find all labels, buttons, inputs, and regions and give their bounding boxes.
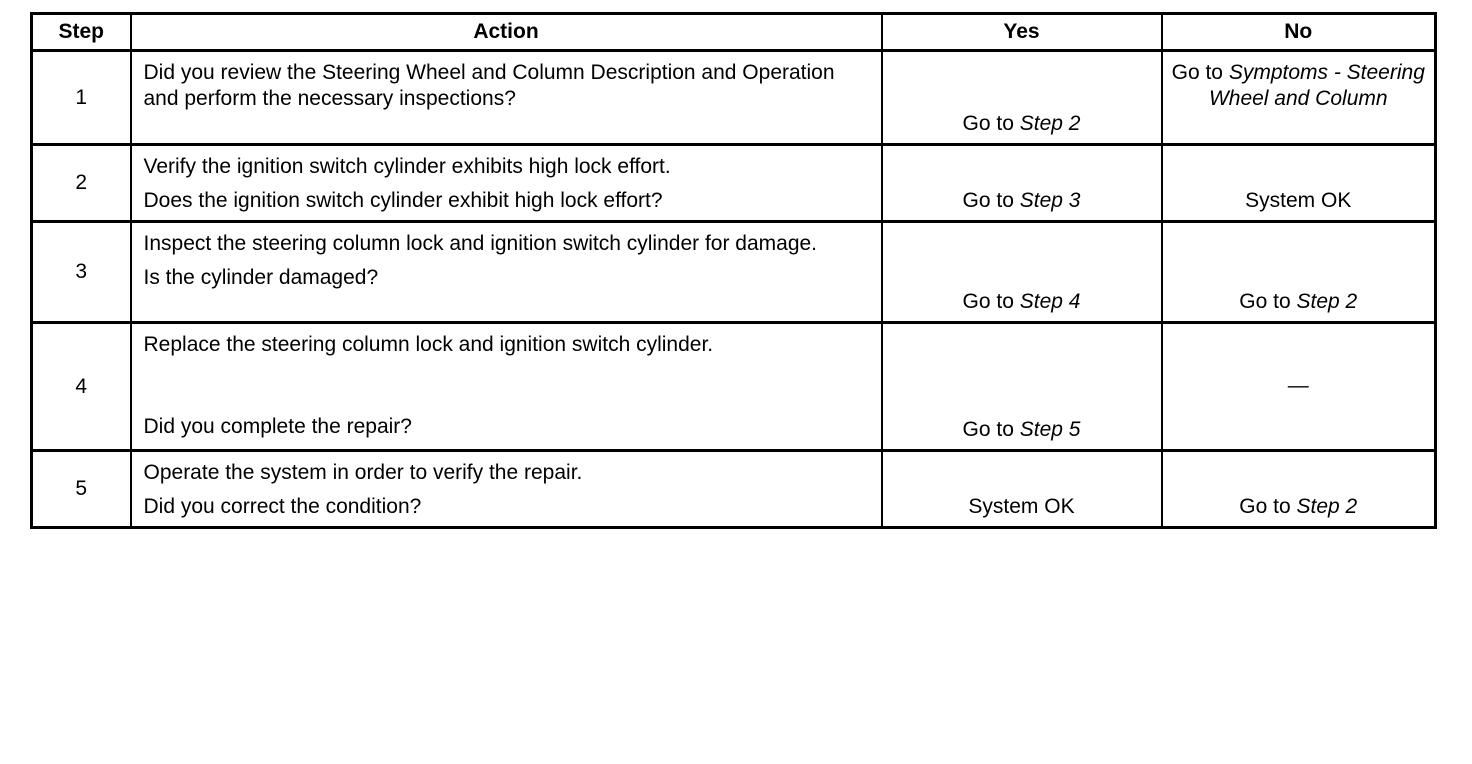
no-step-ref: Step 2 bbox=[1296, 290, 1358, 313]
yes-step-ref: Step 3 bbox=[1019, 189, 1081, 212]
action-cell bbox=[131, 323, 882, 451]
yes-step-ref: Step 2 bbox=[1019, 112, 1081, 135]
step-number: 4 bbox=[32, 323, 131, 451]
step-number: 3 bbox=[32, 222, 131, 323]
action-cell bbox=[131, 145, 882, 222]
action-text: Inspect the steering column lock and ignition switch cylinder for damage. bbox=[143, 232, 818, 255]
table-row bbox=[32, 51, 1436, 145]
yes-prefix: Go to bbox=[962, 418, 1020, 441]
no-cell bbox=[1162, 51, 1436, 145]
no-symptoms-ref: Symptoms - Steering Wheel and Column bbox=[1208, 61, 1425, 110]
action-question: Does the ignition switch cylinder exhibit high lock effort? bbox=[143, 189, 663, 212]
yes-step-ref: Step 5 bbox=[1019, 418, 1081, 441]
yes-prefix: Go to bbox=[962, 189, 1020, 212]
action-cell bbox=[131, 222, 882, 323]
yes-step-ref: Step 4 bbox=[1019, 290, 1081, 313]
header-row bbox=[32, 14, 1436, 51]
yes-text: System OK bbox=[968, 495, 1075, 518]
header-yes: Yes bbox=[882, 14, 1162, 51]
table-row bbox=[32, 451, 1436, 528]
no-prefix: Go to bbox=[1239, 290, 1297, 313]
yes-cell bbox=[882, 51, 1162, 145]
table-row bbox=[32, 145, 1436, 222]
table-row bbox=[32, 323, 1436, 451]
action-text: Operate the system in order to verify the repair. bbox=[143, 461, 583, 484]
yes-prefix: Go to bbox=[962, 112, 1020, 135]
action-cell bbox=[131, 451, 882, 528]
table-row bbox=[32, 222, 1436, 323]
yes-cell bbox=[882, 222, 1162, 323]
action-question: Did you correct the condition? bbox=[143, 495, 422, 518]
step-number: 1 bbox=[32, 51, 131, 145]
action-cell bbox=[131, 51, 882, 145]
no-cell bbox=[1162, 323, 1436, 451]
no-cell bbox=[1162, 145, 1436, 222]
action-question: Is the cylinder damaged? bbox=[143, 266, 379, 289]
header-no: No bbox=[1162, 14, 1436, 51]
yes-cell bbox=[882, 323, 1162, 451]
action-text: Replace the steering column lock and ignition switch cylinder. bbox=[143, 333, 714, 356]
header-step: Step bbox=[32, 14, 131, 51]
no-dash: — bbox=[1287, 373, 1309, 397]
no-cell bbox=[1162, 451, 1436, 528]
diagnostic-table bbox=[30, 12, 1437, 529]
yes-cell bbox=[882, 145, 1162, 222]
yes-prefix: Go to bbox=[962, 290, 1020, 313]
step-number: 2 bbox=[32, 145, 131, 222]
no-prefix: Go to bbox=[1171, 61, 1229, 84]
action-question: Did you complete the repair? bbox=[143, 415, 412, 438]
no-cell bbox=[1162, 222, 1436, 323]
action-text: Verify the ignition switch cylinder exhibits high lock effort. bbox=[143, 155, 671, 178]
header-action: Action bbox=[131, 14, 882, 51]
action-text: Did you review the Steering Wheel and Column Description and Operation and perform the necessary inspections? bbox=[143, 61, 835, 110]
no-text: System OK bbox=[1245, 189, 1352, 212]
step-number: 5 bbox=[32, 451, 131, 528]
no-prefix: Go to bbox=[1239, 495, 1297, 518]
yes-cell bbox=[882, 451, 1162, 528]
no-step-ref: Step 2 bbox=[1296, 495, 1358, 518]
